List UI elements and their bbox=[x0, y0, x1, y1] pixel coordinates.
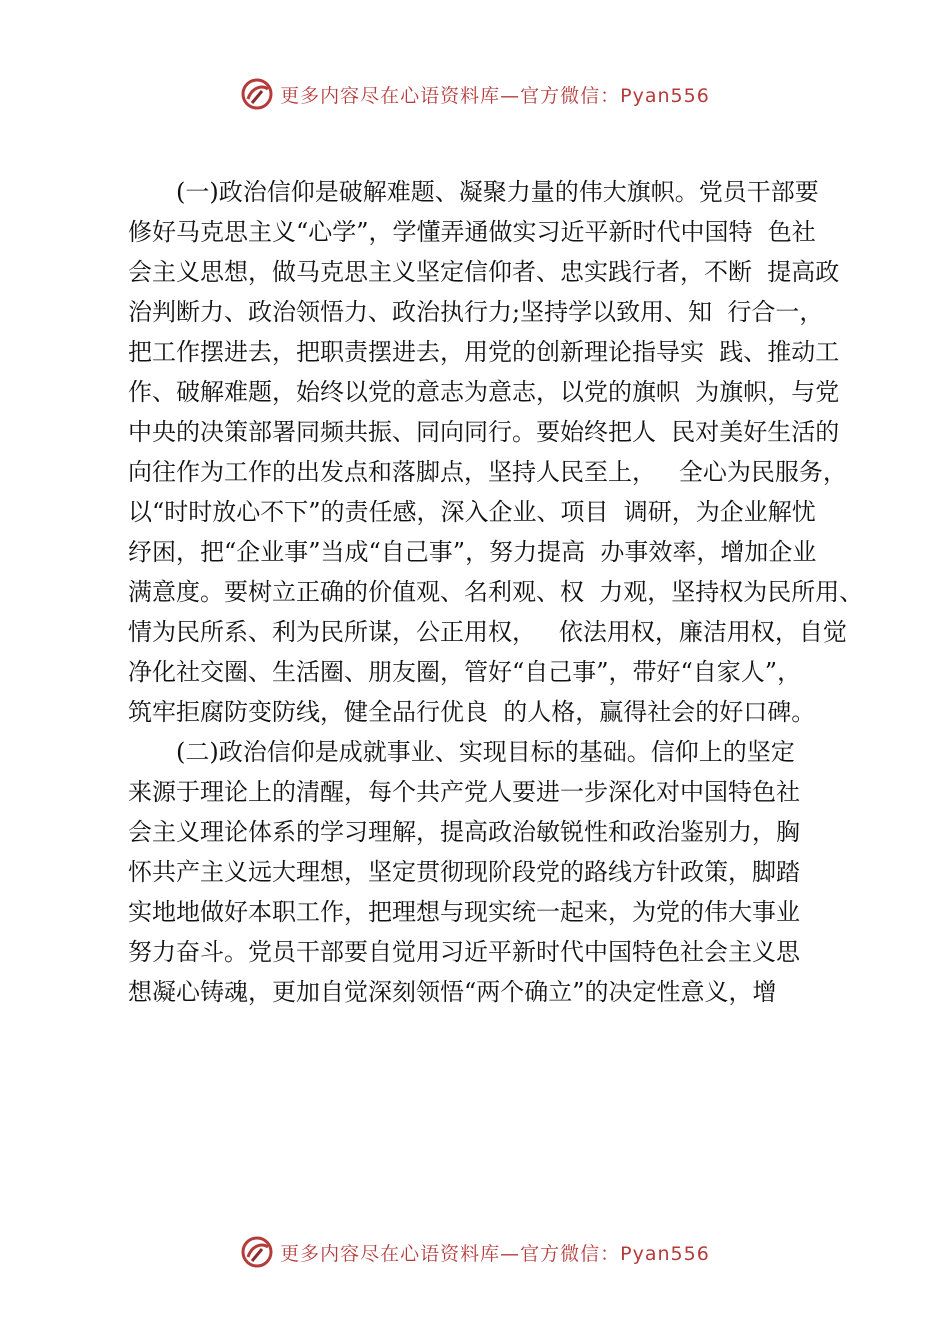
paragraph-line: 努力奋斗。党员干部要自觉用习近平新时代中国特色社会主义思 bbox=[128, 938, 800, 966]
paragraph-line: 把工作摆进去，把职责摆进去，用党的创新理论指导实 践、推动工 bbox=[128, 338, 840, 366]
paragraph-line: 以“时时放心不下”的责任感，深入企业、项目 调研，为企业解忧 bbox=[128, 498, 816, 526]
paragraph-line: (一)政治信仰是破解难题、凝聚力量的伟大旗帜。党员干部要 bbox=[176, 178, 819, 206]
logo-icon bbox=[240, 77, 274, 111]
paragraph-line: 筑牢拒腐防变防线，健全品行优良 的人格，赢得社会的好口碑。 bbox=[128, 698, 816, 726]
paragraph-line: 中央的决策部署同频共振、同向同行。要始终把人 民对美好生活的 bbox=[128, 418, 840, 446]
paragraph-line: 会主义思想，做马克思主义坚定信仰者、忠实践行者，不断 提高政 bbox=[128, 258, 840, 286]
footer-banner bbox=[0, 1232, 950, 1272]
paragraph-line: 情为民所系、利为民所谋，公正用权， 依法用权，廉洁用权，自觉 bbox=[128, 618, 847, 646]
header-banner-text: 更多内容尽在心语资料库—官方微信：Pyan556 bbox=[280, 84, 710, 107]
paragraph-line: 满意度。要树立正确的价值观、名利观、权 力观，坚持权为民所用、 bbox=[128, 578, 864, 606]
paragraph-line: 向往作为工作的出发点和落脚点，坚持人民至上， 全心为民服务， bbox=[128, 458, 847, 486]
paragraph-line: (二)政治信仰是成就事业、实现目标的基础。信仰上的坚定 bbox=[176, 738, 795, 766]
paragraph-line: 修好马克思主义“心学”，学懂弄通做实习近平新时代中国特 色社 bbox=[128, 218, 816, 246]
footer-banner-text: 更多内容尽在心语资料库—官方微信：Pyan556 bbox=[280, 1242, 710, 1265]
paragraph-line: 净化社交圈、生活圈、朋友圈，管好“自己事”，带好“自家人”， bbox=[128, 658, 802, 686]
document-body bbox=[128, 172, 868, 1012]
paragraph-line: 会主义理论体系的学习理解，提高政治敏锐性和政治鉴别力，胸 bbox=[128, 818, 800, 846]
paragraph-line: 想凝心铸魂，更加自觉深刻领悟“两个确立”的决定性意义，增 bbox=[128, 978, 777, 1006]
paragraph-line: 来源于理论上的清醒，每个共产党人要进一步深化对中国特色社 bbox=[128, 778, 800, 806]
header-banner bbox=[0, 74, 950, 114]
paragraph-line: 实地地做好本职工作，把理想与现实统一起来，为党的伟大事业 bbox=[128, 898, 800, 926]
paragraph-line: 怀共产主义远大理想，坚定贯彻现阶段党的路线方针政策，脚踏 bbox=[128, 858, 800, 886]
paragraph-line: 治判断力、政治领悟力、政治执行力;坚持学以致用、知 行合一， bbox=[128, 298, 824, 326]
logo-icon bbox=[240, 1235, 274, 1269]
paragraph-line: 纾困，把“企业事”当成“自己事”，努力提高 办事效率，增加企业 bbox=[128, 538, 817, 566]
paragraph-line: 作、破解难题，始终以党的意志为意志，以党的旗帜 为旗帜，与党 bbox=[128, 378, 840, 406]
